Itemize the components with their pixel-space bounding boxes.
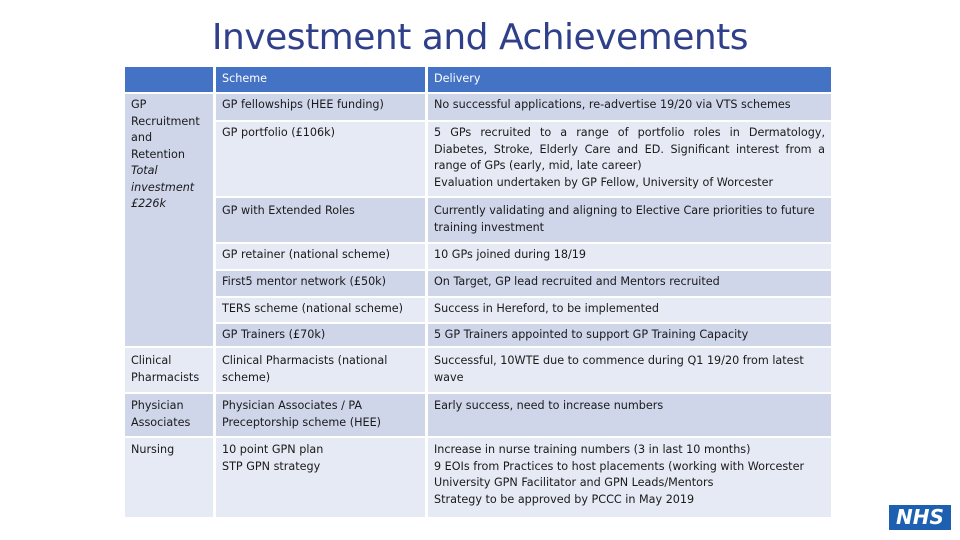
nhs-logo: NHS xyxy=(889,505,951,530)
table-row-delivery xyxy=(428,122,831,196)
category-cell: Physician Associates xyxy=(125,394,213,436)
page-title: Investment and Achievements xyxy=(211,17,749,58)
table-row-scheme: GP Trainers (£70k) xyxy=(216,324,425,346)
delivery-line: Evaluation undertaken by GP Fellow, University of Worcester xyxy=(434,175,774,189)
delivery-line: Strategy to be approved by PCCC in May 2019 xyxy=(434,492,695,506)
category-gp-recruitment xyxy=(125,94,213,346)
table-row-delivery: Successful, 10WTE due to commence during Q1 19/20 from latest wave xyxy=(428,348,831,392)
delivery-line: 5 GPs recruited to a range of portfolio roles in Dermatology, Diabetes, Stroke, Elderly Care and ED. Significant interest from a range of GPs (early, mid, late career) xyxy=(434,126,825,172)
table-row-delivery: Currently validating and aligning to Elective Care priorities to future training investment xyxy=(428,198,831,242)
table-row-scheme: First5 mentor network (£50k) xyxy=(216,271,425,296)
table-row-scheme xyxy=(216,438,425,517)
table-row-scheme: Clinical Pharmacists (national scheme) xyxy=(216,348,425,392)
table-row-delivery: 5 GP Trainers appointed to support GP Training Capacity xyxy=(428,324,831,346)
table-row-scheme: TERS scheme (national scheme) xyxy=(216,298,425,322)
header-empty-cell xyxy=(125,67,213,92)
table-row-delivery: On Target, GP lead recruited and Mentors recruited xyxy=(428,271,831,296)
table-row-delivery: No successful applications, re-advertise 19/20 via VTS schemes xyxy=(428,94,831,120)
table-row-delivery: 10 GPs joined during 18/19 xyxy=(428,244,831,269)
table-row-delivery xyxy=(428,438,831,517)
total-investment: Total investment £226k xyxy=(131,164,195,210)
table-row-delivery: Early success, need to increase numbers xyxy=(428,394,831,436)
delivery-line: 9 EOIs from Practices to host placements (working with Worcester University GPN Facilitator and GPN Leads/Mentors xyxy=(434,459,805,489)
table-row-scheme: GP with Extended Roles xyxy=(216,198,425,242)
scheme-line: STP GPN strategy xyxy=(222,459,321,473)
table-row-scheme: GP portfolio (£106k) xyxy=(216,122,425,196)
table-row-scheme: GP retainer (national scheme) xyxy=(216,244,425,269)
delivery-line: Increase in nurse training numbers (3 in last 10 months) xyxy=(434,443,751,456)
table-row-scheme: GP fellowships (HEE funding) xyxy=(216,94,425,120)
category-cell: Nursing xyxy=(125,438,213,517)
category-label: GP Recruitment and Retention xyxy=(131,98,200,161)
header-scheme: Scheme xyxy=(216,67,425,92)
category-cell: Clinical Pharmacists xyxy=(125,348,213,392)
scheme-line: 10 point GPN plan xyxy=(222,443,324,456)
table-row-scheme: Physician Associates / PA Preceptorship scheme (HEE) xyxy=(216,394,425,436)
table-row-delivery: Success in Hereford, to be implemented xyxy=(428,298,831,322)
header-delivery: Delivery xyxy=(428,67,831,92)
